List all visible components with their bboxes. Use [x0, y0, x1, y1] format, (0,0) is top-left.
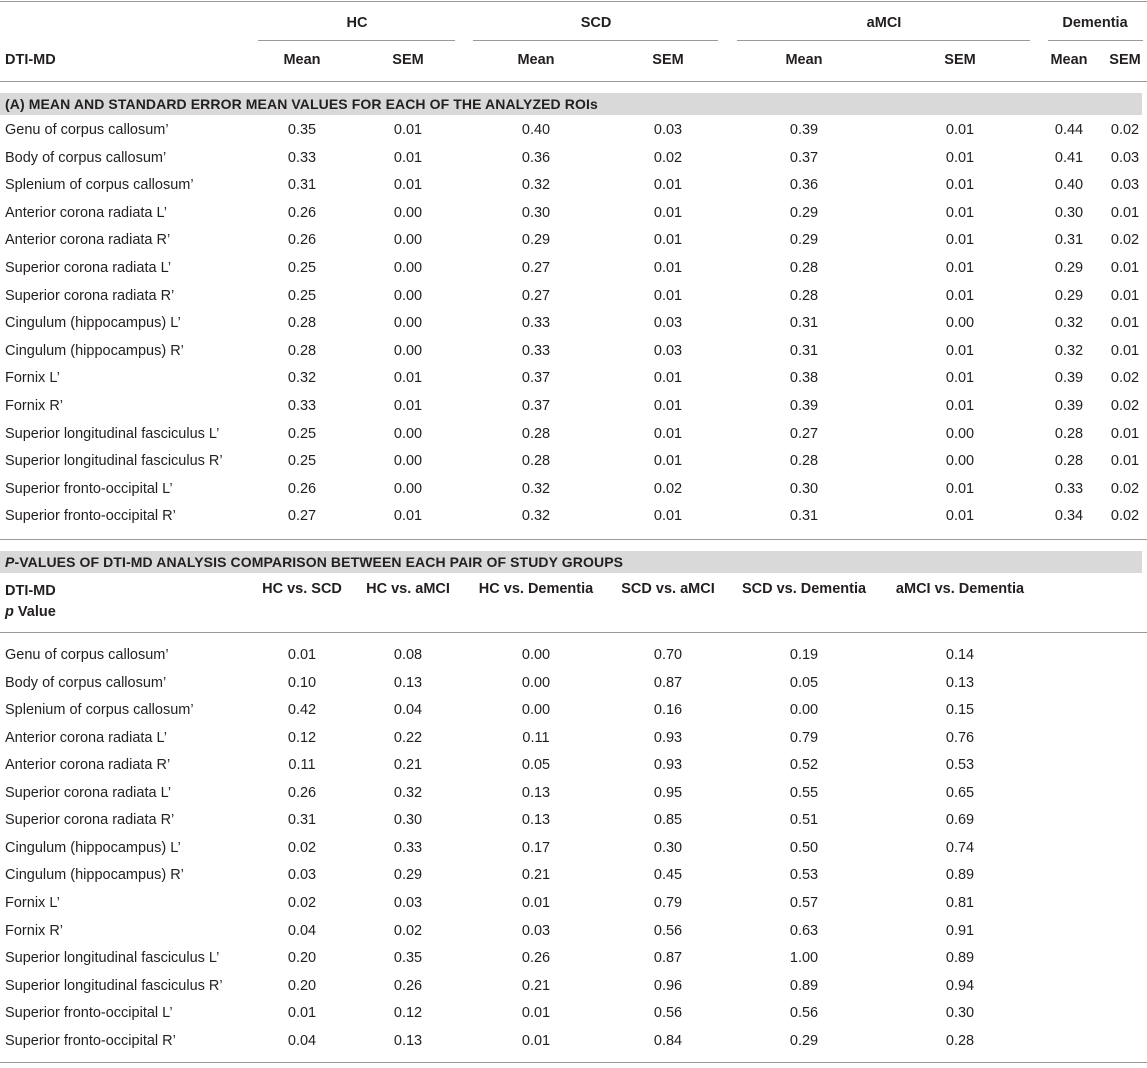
section-a-cell-dementia-sem: 0.02 [1110, 508, 1140, 525]
section-b-cell-hc-vs-dementia: 0.01 [521, 1032, 551, 1049]
section-a-title: (A) MEAN AND STANDARD ERROR MEAN VALUES FOR EACH OF THE ANALYZED ROIs [5, 96, 598, 112]
section-a-row-label: Body of corpus callosum’ [5, 149, 167, 166]
group-header-amci: aMCI [866, 15, 902, 31]
section-a-cell-amci-mean: 0.28 [789, 287, 819, 304]
section-b-cell-hc-vs-dementia: 0.26 [521, 950, 551, 967]
section-b-header-scd-vs-amci: SCD vs. aMCI [621, 581, 715, 597]
section-a-cell-hc-sem: 0.00 [393, 232, 423, 249]
section-a-cell-amci-sem: 0.01 [945, 232, 975, 249]
section-b-row-label: Fornix R’ [5, 922, 64, 939]
section-a-cell-hc-sem: 0.01 [393, 370, 423, 387]
section-b-header-rule [0, 632, 1147, 633]
section-a-cell-scd-sem: 0.01 [653, 453, 683, 470]
group-header-scd: SCD [580, 15, 612, 31]
section-b-cell-hc-vs-scd: 0.31 [287, 812, 317, 829]
section-a-cell-dementia-sem: 0.01 [1110, 425, 1140, 442]
section-b-cell-hc-vs-dementia: 0.03 [521, 922, 551, 939]
section-a-cell-hc-sem: 0.01 [393, 149, 423, 166]
section-a-row-label: Cingulum (hippocampus) L’ [5, 315, 181, 332]
section-b-cell-hc-vs-scd: 0.02 [287, 894, 317, 911]
section-b-cell-hc-vs-amci: 0.21 [393, 757, 423, 774]
section-a-cell-scd-sem: 0.03 [653, 342, 683, 359]
section-b-cell-hc-vs-scd: 0.26 [287, 784, 317, 801]
section-b-cell-hc-vs-amci: 0.04 [393, 702, 423, 719]
section-b-row-label: Genu of corpus callosum’ [5, 647, 169, 663]
section-a-cell-scd-mean: 0.32 [521, 508, 551, 525]
section-a-cell-amci-sem: 0.01 [945, 204, 975, 221]
section-b-cell-hc-vs-dementia: 0.00 [521, 702, 551, 719]
section-a-cell-dementia-sem: 0.02 [1110, 398, 1140, 414]
section-b-cell-scd-vs-dementia: 0.00 [789, 702, 819, 719]
section-b-cell-scd-vs-amci: 0.87 [653, 950, 683, 967]
section-a-cell-hc-sem: 0.01 [393, 398, 423, 414]
subheader-hc-sem: SEM [392, 52, 424, 68]
subheader-hc-mean: Mean [283, 52, 321, 68]
section-b-row-label: Superior corona radiata R’ [5, 812, 175, 829]
section-a-cell-dementia-mean: 0.28 [1054, 453, 1084, 470]
section-b-cell-hc-vs-scd: 0.04 [287, 1032, 317, 1049]
section-a-cell-dementia-sem: 0.01 [1110, 342, 1140, 359]
section-a-cell-scd-mean: 0.37 [521, 398, 551, 414]
section-b-row-label: Cingulum (hippocampus) R’ [5, 867, 184, 884]
section-b-cell-scd-vs-amci: 0.93 [653, 757, 683, 774]
section-a-cell-amci-sem: 0.01 [945, 508, 975, 525]
section-b-row-label: Cingulum (hippocampus) L’ [5, 839, 181, 856]
section-b-cell-amci-vs-dementia: 0.13 [945, 674, 975, 691]
section-a-cell-amci-sem: 0.01 [945, 177, 975, 194]
section-a-cell-scd-mean: 0.33 [521, 342, 551, 359]
section-b-row-label: Superior longitudinal fasciculus R’ [5, 977, 223, 994]
section-b-cell-scd-vs-amci: 0.30 [653, 839, 683, 856]
section-b-row-label-header: DTI-MD p Value [5, 583, 56, 620]
section-b-cell-amci-vs-dementia: 0.65 [945, 784, 975, 801]
section-a-cell-dementia-sem: 0.02 [1110, 480, 1140, 497]
section-a-cell-scd-sem: 0.03 [653, 315, 683, 332]
section-a-cell-scd-mean: 0.27 [521, 287, 551, 304]
section-a-cell-amci-sem: 0.01 [945, 480, 975, 497]
section-b-cell-hc-vs-dementia: 0.01 [521, 894, 551, 911]
group-header-dementia: Dementia [1062, 15, 1128, 31]
table-top-rule [0, 1, 1147, 2]
section-a-cell-scd-mean: 0.27 [521, 260, 551, 276]
group-underline-scd [473, 40, 718, 41]
section-b-cell-hc-vs-scd: 0.20 [287, 977, 317, 994]
section-a-cell-amci-mean: 0.36 [789, 177, 819, 194]
section-a-cell-dementia-sem: 0.02 [1110, 122, 1140, 138]
section-b-cell-hc-vs-scd: 0.01 [287, 647, 317, 663]
section-a-cell-amci-mean: 0.37 [789, 149, 819, 166]
section-a-cell-dementia-sem: 0.03 [1110, 177, 1140, 194]
section-a-cell-amci-sem: 0.00 [945, 453, 975, 470]
section-a-cell-amci-mean: 0.39 [789, 122, 819, 138]
section-a-cell-scd-mean: 0.37 [521, 370, 551, 387]
section-a-cell-amci-mean: 0.28 [789, 453, 819, 470]
section-b-cell-scd-vs-dementia: 0.55 [789, 784, 819, 801]
section-a-cell-hc-mean: 0.32 [287, 370, 317, 387]
section-a-cell-amci-sem: 0.01 [945, 149, 975, 166]
section-b-header-amci-vs-dementia: aMCI vs. Dementia [895, 581, 1025, 597]
section-a-cell-hc-mean: 0.33 [287, 398, 317, 414]
section-a-bottom-rule [0, 539, 1147, 540]
section-b-cell-amci-vs-dementia: 0.15 [945, 702, 975, 719]
section-b-cell-hc-vs-amci: 0.35 [393, 950, 423, 967]
section-b-row-label: Anterior corona radiata L’ [5, 729, 168, 746]
section-a-row-label: Anterior corona radiata R’ [5, 232, 171, 249]
section-b-cell-hc-vs-amci: 0.13 [393, 674, 423, 691]
section-b-cell-hc-vs-dementia: 0.13 [521, 784, 551, 801]
section-a-cell-scd-sem: 0.01 [653, 508, 683, 525]
section-b-cell-scd-vs-dementia: 0.51 [789, 812, 819, 829]
section-a-cell-amci-mean: 0.29 [789, 232, 819, 249]
section-a-cell-scd-sem: 0.01 [653, 204, 683, 221]
subheader-scd-mean: Mean [517, 52, 555, 68]
section-b-cell-hc-vs-scd: 0.12 [287, 729, 317, 746]
section-b-cell-scd-vs-amci: 0.96 [653, 977, 683, 994]
section-a-cell-scd-sem: 0.01 [653, 425, 683, 442]
section-b-cell-scd-vs-amci: 0.84 [653, 1032, 683, 1049]
section-a-cell-amci-mean: 0.31 [789, 315, 819, 332]
section-a-cell-amci-sem: 0.01 [945, 398, 975, 414]
section-a-cell-amci-mean: 0.30 [789, 480, 819, 497]
section-b-cell-amci-vs-dementia: 0.91 [945, 922, 975, 939]
subheader-dementia-mean: Mean [1050, 52, 1088, 68]
subheader-amci-mean: Mean [785, 52, 823, 68]
section-a-cell-hc-mean: 0.25 [287, 260, 317, 276]
section-b-cell-hc-vs-amci: 0.02 [393, 922, 423, 939]
section-b-cell-hc-vs-amci: 0.13 [393, 1032, 423, 1049]
subheader-scd-sem: SEM [652, 52, 684, 68]
section-a-cell-amci-sem: 0.01 [945, 370, 975, 387]
section-a-cell-dementia-mean: 0.39 [1054, 370, 1084, 387]
section-a-cell-amci-mean: 0.31 [789, 508, 819, 525]
section-b-cell-scd-vs-dementia: 0.29 [789, 1032, 819, 1049]
section-a-row-label: Genu of corpus callosum’ [5, 122, 169, 138]
section-b-row-label: Anterior corona radiata R’ [5, 757, 171, 774]
section-a-cell-hc-sem: 0.00 [393, 425, 423, 442]
section-b-cell-amci-vs-dementia: 0.81 [945, 894, 975, 911]
section-a-cell-dementia-sem: 0.02 [1110, 232, 1140, 249]
section-b-cell-scd-vs-dementia: 1.00 [789, 950, 819, 967]
section-b-row-label: Fornix L’ [5, 894, 60, 911]
section-b-cell-hc-vs-dementia: 0.00 [521, 647, 551, 663]
section-b-cell-scd-vs-dementia: 0.19 [789, 647, 819, 663]
subheader-amci-sem: SEM [944, 52, 976, 68]
section-b-cell-scd-vs-dementia: 0.05 [789, 674, 819, 691]
section-a-cell-scd-mean: 0.30 [521, 204, 551, 221]
section-a-row-label: Superior corona radiata L’ [5, 260, 172, 276]
section-a-row-label: Fornix R’ [5, 398, 64, 414]
section-a-cell-dementia-mean: 0.32 [1054, 315, 1084, 332]
section-a-cell-amci-mean: 0.39 [789, 398, 819, 414]
section-a-row-label: Anterior corona radiata L’ [5, 204, 168, 221]
section-a-cell-hc-mean: 0.26 [287, 204, 317, 221]
section-b-cell-amci-vs-dementia: 0.89 [945, 867, 975, 884]
group-underline-hc [258, 40, 455, 41]
section-b-cell-amci-vs-dementia: 0.89 [945, 950, 975, 967]
section-a-cell-dementia-sem: 0.01 [1110, 315, 1140, 332]
section-b-cell-hc-vs-amci: 0.30 [393, 812, 423, 829]
section-b-cell-hc-vs-scd: 0.11 [288, 757, 316, 774]
section-b-cell-amci-vs-dementia: 0.74 [945, 839, 975, 856]
section-b-cell-hc-vs-dementia: 0.00 [521, 674, 551, 691]
section-a-row-label: Superior corona radiata R’ [5, 287, 175, 304]
section-a-cell-amci-mean: 0.29 [789, 204, 819, 221]
section-b-cell-amci-vs-dementia: 0.14 [945, 647, 975, 663]
section-b-cell-amci-vs-dementia: 0.76 [945, 729, 975, 746]
section-a-cell-dementia-mean: 0.41 [1054, 149, 1084, 166]
section-b-cell-scd-vs-amci: 0.79 [653, 894, 683, 911]
section-b-cell-scd-vs-amci: 0.85 [653, 812, 683, 829]
section-a-cell-hc-mean: 0.33 [287, 149, 317, 166]
section-a-cell-scd-sem: 0.01 [653, 177, 683, 194]
section-a-row-label: Superior longitudinal fasciculus R’ [5, 453, 223, 470]
section-a-cell-hc-mean: 0.28 [287, 315, 317, 332]
section-a-cell-hc-sem: 0.01 [393, 122, 423, 138]
section-b-title: P-VALUES OF DTI-MD ANALYSIS COMPARISON BETWEEN EACH PAIR OF STUDY GROUPS [5, 554, 624, 570]
section-b-cell-scd-vs-amci: 0.16 [653, 702, 683, 719]
section-a-cell-hc-sem: 0.00 [393, 480, 423, 497]
section-a-cell-hc-sem: 0.01 [393, 508, 423, 525]
section-b-cell-amci-vs-dementia: 0.69 [945, 812, 975, 829]
section-b-header-hc-vs-dementia: HC vs. Dementia [478, 581, 594, 597]
section-b-row-label: Body of corpus callosum’ [5, 674, 167, 691]
section-b-cell-hc-vs-scd: 0.03 [287, 867, 317, 884]
section-b-cell-hc-vs-dementia: 0.21 [521, 867, 551, 884]
section-a-cell-amci-sem: 0.00 [945, 425, 975, 442]
section-a-cell-scd-sem: 0.03 [653, 122, 683, 138]
section-a-cell-amci-sem: 0.00 [945, 315, 975, 332]
section-a-row-label: Superior fronto-occipital R’ [5, 508, 176, 525]
section-a-cell-hc-sem: 0.00 [393, 315, 423, 332]
section-a-row-label: Splenium of corpus callosum’ [5, 177, 194, 194]
section-a-cell-amci-sem: 0.01 [945, 122, 975, 138]
section-a-cell-hc-sem: 0.00 [393, 342, 423, 359]
section-a-cell-hc-mean: 0.27 [287, 508, 317, 525]
section-b-cell-scd-vs-amci: 0.70 [653, 647, 683, 663]
section-a-cell-scd-sem: 0.01 [653, 287, 683, 304]
section-a-cell-amci-mean: 0.27 [789, 425, 819, 442]
section-b-header-hc-vs-amci: HC vs. aMCI [366, 581, 450, 597]
section-a-cell-dementia-mean: 0.31 [1054, 232, 1084, 249]
subheader-dementia-sem: SEM [1109, 52, 1141, 68]
section-a-cell-dementia-sem: 0.02 [1110, 370, 1140, 387]
section-b-cell-hc-vs-dementia: 0.21 [521, 977, 551, 994]
section-a-cell-amci-sem: 0.01 [945, 287, 975, 304]
section-a-cell-scd-mean: 0.40 [521, 122, 551, 138]
section-a-cell-hc-sem: 0.01 [393, 177, 423, 194]
section-a-cell-dementia-mean: 0.40 [1054, 177, 1084, 194]
section-b-cell-hc-vs-amci: 0.03 [393, 894, 423, 911]
section-b-cell-hc-vs-amci: 0.12 [393, 1005, 423, 1022]
header-bottom-rule [0, 81, 1147, 82]
section-a-cell-dementia-sem: 0.01 [1110, 260, 1140, 276]
section-b-cell-scd-vs-dementia: 0.57 [789, 894, 819, 911]
section-a-cell-hc-sem: 0.00 [393, 453, 423, 470]
section-a-cell-scd-sem: 0.01 [653, 398, 683, 414]
section-b-row-label: Superior fronto-occipital L’ [5, 1005, 173, 1022]
section-b-cell-amci-vs-dementia: 0.94 [945, 977, 975, 994]
table-bottom-rule [0, 1062, 1147, 1063]
section-a-cell-scd-mean: 0.29 [521, 232, 551, 249]
section-a-cell-dementia-mean: 0.33 [1054, 480, 1084, 497]
section-a-cell-dementia-mean: 0.32 [1054, 342, 1084, 359]
section-b-cell-hc-vs-amci: 0.29 [393, 867, 423, 884]
section-b-cell-hc-vs-scd: 0.42 [287, 702, 317, 719]
section-b-cell-scd-vs-amci: 0.87 [653, 674, 683, 691]
section-b-cell-hc-vs-scd: 0.10 [287, 674, 317, 691]
section-b-cell-hc-vs-amci: 0.33 [393, 839, 423, 856]
section-a-cell-scd-mean: 0.28 [521, 453, 551, 470]
section-b-cell-scd-vs-dementia: 0.89 [789, 977, 819, 994]
section-b-cell-hc-vs-amci: 0.26 [393, 977, 423, 994]
section-b-cell-hc-vs-dementia: 0.13 [521, 812, 551, 829]
section-a-row-label: Superior fronto-occipital L’ [5, 480, 173, 497]
section-a-cell-amci-mean: 0.31 [789, 342, 819, 359]
section-a-row-label: Superior longitudinal fasciculus L’ [5, 425, 220, 442]
section-b-cell-amci-vs-dementia: 0.28 [945, 1032, 975, 1049]
section-a-cell-scd-sem: 0.02 [653, 149, 683, 166]
section-b-cell-hc-vs-dementia: 0.01 [521, 1005, 551, 1022]
section-b-cell-hc-vs-scd: 0.20 [287, 950, 317, 967]
section-a-cell-dementia-sem: 0.01 [1110, 453, 1140, 470]
section-b-row-label: Superior fronto-occipital R’ [5, 1032, 176, 1049]
section-a-cell-scd-mean: 0.33 [521, 315, 551, 332]
section-b-cell-scd-vs-amci: 0.45 [653, 867, 683, 884]
group-header-hc: HC [346, 15, 368, 31]
section-a-cell-hc-mean: 0.25 [287, 425, 317, 442]
row-label-header: DTI-MD [5, 52, 56, 68]
section-a-row-label: Fornix L’ [5, 370, 60, 387]
section-a-cell-amci-sem: 0.01 [945, 342, 975, 359]
section-a-cell-hc-mean: 0.26 [287, 232, 317, 249]
section-a-cell-scd-sem: 0.01 [653, 370, 683, 387]
group-underline-dementia [1048, 40, 1143, 41]
section-a-cell-hc-mean: 0.31 [287, 177, 317, 194]
section-a-cell-hc-mean: 0.35 [287, 122, 317, 138]
section-a-cell-scd-sem: 0.01 [653, 232, 683, 249]
section-b-cell-scd-vs-dementia: 0.52 [789, 757, 819, 774]
section-a-cell-hc-sem: 0.00 [393, 204, 423, 221]
section-b-cell-scd-vs-amci: 0.56 [653, 1005, 683, 1022]
section-a-cell-dementia-mean: 0.29 [1054, 287, 1084, 304]
section-a-cell-scd-mean: 0.32 [521, 480, 551, 497]
section-a-cell-scd-mean: 0.36 [521, 149, 551, 166]
section-b-row-label: Splenium of corpus callosum’ [5, 702, 194, 719]
section-b-cell-hc-vs-scd: 0.01 [287, 1005, 317, 1022]
group-underline-amci [737, 40, 1030, 41]
section-a-title-bar [0, 93, 1142, 115]
section-b-cell-scd-vs-dementia: 0.50 [789, 839, 819, 856]
section-b-cell-hc-vs-amci: 0.32 [393, 784, 423, 801]
section-a-cell-hc-mean: 0.25 [287, 453, 317, 470]
section-a-cell-dementia-sem: 0.03 [1110, 149, 1140, 166]
section-b-cell-hc-vs-amci: 0.22 [393, 729, 423, 746]
section-b-cell-scd-vs-dementia: 0.63 [789, 922, 819, 939]
section-a-cell-hc-sem: 0.00 [393, 287, 423, 304]
section-a-cell-dementia-mean: 0.29 [1054, 260, 1084, 276]
section-a-cell-dementia-mean: 0.44 [1054, 122, 1084, 138]
section-b-cell-hc-vs-dementia: 0.17 [521, 839, 551, 856]
section-b-cell-amci-vs-dementia: 0.53 [945, 757, 975, 774]
section-b-row-label: Superior longitudinal fasciculus L’ [5, 950, 220, 967]
section-a-cell-amci-mean: 0.28 [789, 260, 819, 276]
section-b-cell-hc-vs-scd: 0.04 [287, 922, 317, 939]
section-a-cell-dementia-sem: 0.01 [1110, 204, 1140, 221]
section-a-cell-dementia-mean: 0.34 [1054, 508, 1084, 525]
section-b-cell-hc-vs-dementia: 0.05 [521, 757, 551, 774]
section-b-header-scd-vs-dementia: SCD vs. Dementia [741, 581, 867, 597]
section-b-cell-scd-vs-dementia: 0.79 [789, 729, 819, 746]
section-b-cell-scd-vs-dementia: 0.56 [789, 1005, 819, 1022]
section-a-cell-amci-mean: 0.38 [789, 370, 819, 387]
section-b-cell-amci-vs-dementia: 0.30 [945, 1005, 975, 1022]
section-a-row-label: Cingulum (hippocampus) R’ [5, 342, 184, 359]
section-a-cell-dementia-mean: 0.39 [1054, 398, 1084, 414]
section-a-cell-scd-sem: 0.01 [653, 260, 683, 276]
section-b-cell-scd-vs-amci: 0.93 [653, 729, 683, 746]
section-b-row-label: Superior corona radiata L’ [5, 784, 172, 801]
section-a-cell-dementia-mean: 0.30 [1054, 204, 1084, 221]
section-b-header-hc-vs-scd: HC vs. SCD [262, 581, 342, 597]
section-a-cell-hc-mean: 0.26 [287, 480, 317, 497]
section-a-cell-dementia-mean: 0.28 [1054, 425, 1084, 442]
section-b-cell-scd-vs-amci: 0.56 [653, 922, 683, 939]
section-a-cell-hc-mean: 0.25 [287, 287, 317, 304]
section-a-cell-scd-mean: 0.28 [521, 425, 551, 442]
section-b-cell-hc-vs-amci: 0.08 [393, 647, 423, 663]
section-a-cell-hc-mean: 0.28 [287, 342, 317, 359]
section-b-cell-hc-vs-scd: 0.02 [287, 839, 317, 856]
section-a-cell-hc-sem: 0.00 [393, 260, 423, 276]
section-a-cell-amci-sem: 0.01 [945, 260, 975, 276]
section-b-cell-scd-vs-amci: 0.95 [653, 784, 683, 801]
section-a-cell-scd-sem: 0.02 [653, 480, 683, 497]
section-a-cell-dementia-sem: 0.01 [1110, 287, 1140, 304]
section-a-cell-scd-mean: 0.32 [521, 177, 551, 194]
section-b-title-bar [0, 551, 1142, 573]
section-b-cell-hc-vs-dementia: 0.11 [522, 729, 550, 746]
section-b-cell-scd-vs-dementia: 0.53 [789, 867, 819, 884]
